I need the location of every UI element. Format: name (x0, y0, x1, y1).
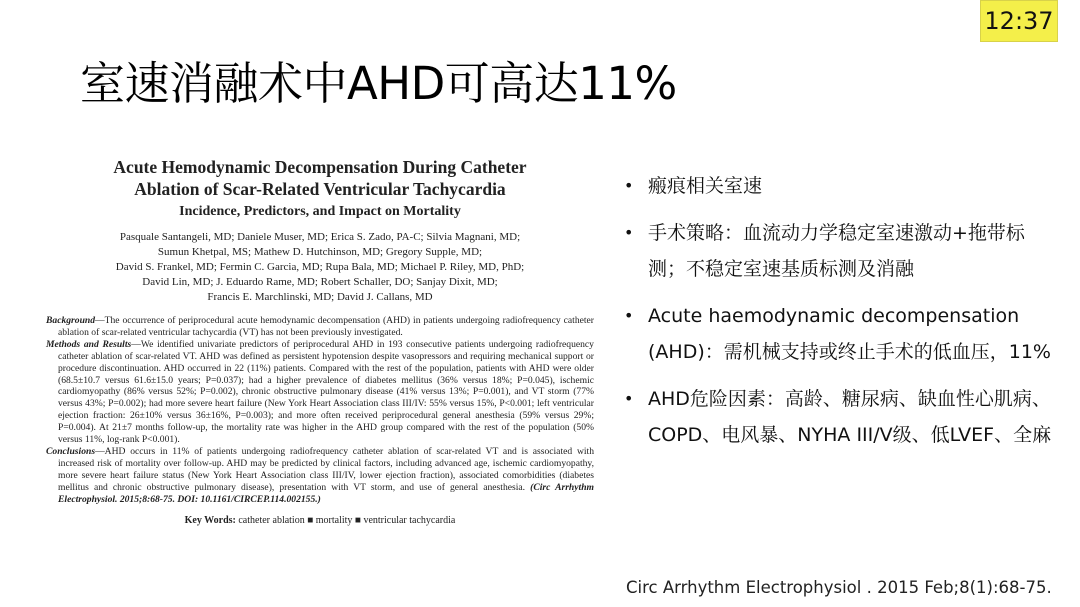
conclusions-label: Conclusions (46, 445, 96, 457)
bullet-text: Acute haemodynamic decompensation (AHD)：需机械支持或终止手术的低血压，11% (648, 305, 1051, 363)
paper-keywords (40, 514, 600, 528)
author-line: David Lin, MD; J. Eduardo Rame, MD; Robert Schaller, DO; Sanjay Dixit, MD; (142, 276, 498, 288)
abstract-methods (46, 339, 594, 446)
bullet-item (620, 381, 1060, 453)
slide-title: 室速消融术中AHD可高达11% (80, 57, 677, 110)
abstract-background (46, 315, 594, 339)
bullet-text: AHD危险因素：高龄、糖尿病、缺血性心肌病、COPD、电风暴、NYHA III/V级、低LVEF、全麻 (648, 388, 1052, 446)
bullet-text: 手术策略：血流动力学稳定室速激动+拖带标测；不稳定室速基质标测及消融 (648, 222, 1025, 280)
bullet-dot: • (624, 306, 634, 325)
bullet-dot: • (624, 176, 634, 195)
keywords-text: catheter ablation ■ mortality ■ ventricular tachycardia (238, 514, 456, 526)
reference-citation: Circ Arrhythm Electrophysiol . 2015 Feb;8(1):68-75. (626, 578, 1052, 597)
abstract-conclusions (46, 446, 594, 506)
paper-title-line-2: Ablation of Scar-Related Ventricular Tachycardia (134, 179, 506, 199)
paper-abstract-image (40, 150, 600, 570)
methods-label: Methods and Results (46, 338, 132, 350)
bullet-item (620, 168, 1060, 204)
paper-title-line-1: Acute Hemodynamic Decompensation During Catheter (113, 157, 527, 177)
paper-title (40, 156, 600, 200)
bullet-item (620, 298, 1060, 370)
paper-authors (40, 230, 600, 305)
author-line: Sumun Khetpal, MS; Mathew D. Hutchinson, MD; Gregory Supple, MD; (157, 246, 483, 258)
citation-text: (Circ Arrhythm Electrophysiol. 2015;8:68-75. DOI: 10.1161/CIRCEP.114.002155.) (58, 481, 594, 505)
author-line: Pasquale Santangeli, MD; Daniele Muser, MD; Erica S. Zado, PA-C; Silvia Magnani, MD; (119, 231, 521, 243)
clock-badge: 12:37 (980, 0, 1058, 42)
background-label: Background (46, 315, 96, 326)
background-text: —The occurrence of periprocedural acute hemodynamic decompensation (AHD) in patients undergoing radiofrequency catheter ablation of scar-related ventricular tachycardia (VT) has not been previously investigated. (58, 315, 594, 338)
keywords-label: Key Words: (184, 514, 236, 526)
bullet-text: 瘢痕相关室速 (648, 175, 763, 197)
conclusions-text: —AHD occurs in 11% of patients undergoing radiofrequency catheter ablation of scar-related VT and is associated with increased risk of mortality over follow-up. AHD may be predicted by clinical factors, including advanced age, ischemic cardiomyopathy, more severe heart failure status (New York Heart Association class III/IV, lower ejection fraction), associated comorbidities (diabetes mellitus and chronic obstructive pulmonary disease), presentation with VT storm, and use of general anesthesia. (58, 445, 594, 493)
bullet-dot: • (624, 223, 634, 242)
paper-subtitle: Incidence, Predictors, and Impact on Mortality (179, 204, 461, 219)
bullet-dot: • (624, 389, 634, 408)
bullet-list (620, 168, 1060, 464)
bullet-item (620, 215, 1060, 287)
author-line: Francis E. Marchlinski, MD; David J. Callans, MD (207, 291, 433, 303)
methods-text: —We identified univariate predictors of periprocedural AHD in 193 consecutive patients undergoing radiofrequency catheter ablation of scar-related VT. AHD was defined as persistent hypotension despite vasopressors and requiring mechanical support or procedure discontinuation. AHD occurred in 22 (11%) patients. Compared with the rest of the population, patients with AHD were older (68.5±10.7 versus 61.6±15.0 years; P=0.037); had a higher prevalence of diabetes mellitus (36% versus 18%; P=0.045), ischemic cardiomyopathy (86% versus 52%; P=0.002), chronic obstructive pulmonary disease (41% versus 13%; P=0.001), and VT storm (77% versus 43%; P=0.002); had more severe heart failure (New York Heart Association class III/IV: 55% versus 15%, P<0.001; left ventricular ejection fraction: 26±10% versus 36±16%, P=0.003); and more often received periprocedural general anesthesia (59% versus 29%; P=0.004). At 21±7 months follow-up, the mortality rate was higher in the AHD group compared with the rest of the population (50% versus 11%, log-rank P<0.001). (58, 338, 594, 446)
paper-abstract (40, 315, 600, 506)
author-line: David S. Frankel, MD; Fermin C. Garcia, MD; Rupa Bala, MD; Michael P. Riley, MD, PhD; (115, 261, 525, 273)
